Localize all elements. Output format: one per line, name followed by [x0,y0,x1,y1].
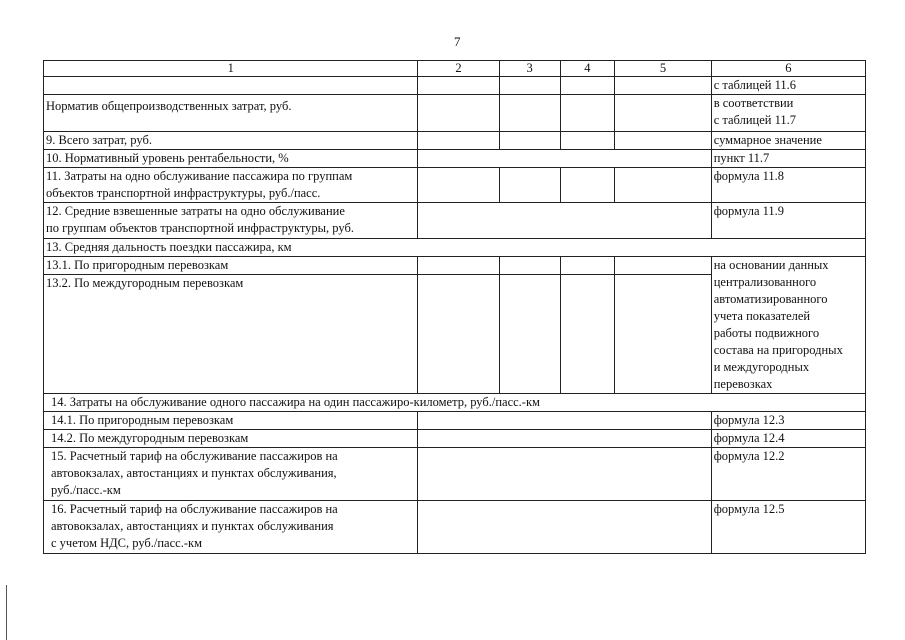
table-row [44,95,866,132]
row-source-cell: суммарное значение [711,132,865,150]
header-row [44,61,866,77]
row-label: 11. Затраты на одно обслуживание пассажира по группам объектов транспортной инфраструктуры, руб./пасс. [44,168,418,203]
table-row [44,394,866,412]
row-source-cell: на основании данных централизованного автоматизированного учета показателей работы подвижного состава на пригородных и междугородных перевозках [711,257,865,394]
header-col-2: 2 [418,61,499,77]
table-row [44,448,866,501]
row-label: 14.1. По пригородным перевозкам [44,412,418,430]
header-col-3: 3 [499,61,560,77]
table-row [44,150,866,168]
row-source-cell: формула 12.4 [711,430,865,448]
row-source-cell: пункт 11.7 [711,150,865,168]
row-label: 10. Нормативный уровень рентабельности, % [44,150,418,168]
row-source-cell: формула 11.8 [711,168,865,203]
row-source-cell: в соответствии с таблицей 11.7 [711,95,865,132]
row-source-cell: формула 12.5 [711,501,865,554]
table-row [44,239,866,257]
row-source-cell: формула 12.3 [711,412,865,430]
row-label: 9. Всего затрат, руб. [44,132,418,150]
row-label: 14.2. По междугородным перевозкам [44,430,418,448]
tariff-calculation-table [43,60,866,554]
table-row [44,168,866,203]
row-source-cell: формула 11.9 [711,203,865,239]
row-label: 14. Затраты на обслуживание одного пассажира на один пассажиро-километр, руб./пасс.-км [44,394,866,412]
table-row [44,501,866,554]
table-row [44,257,866,275]
table-row [44,412,866,430]
header-col-4: 4 [560,61,615,77]
table-row [44,430,866,448]
page-edge-line [6,585,7,640]
table-row [44,77,866,95]
page-number: 7 [454,34,461,49]
table-row [44,132,866,150]
header-col-1: 1 [44,61,418,77]
row-label: Норматив общепроизводственных затрат, руб. [44,95,418,132]
header-col-6: 6 [711,61,865,77]
row-label: 13.1. По пригородным перевозкам [44,257,418,275]
row-label: 13.2. По междугородным перевозкам [44,275,418,394]
row-label: 12. Средние взвешенные затраты на одно обслуживание по группам объектов транспортной инфраструктуры, руб. [44,203,418,239]
table-row [44,203,866,239]
row-label: 15. Расчетный тариф на обслуживание пассажиров на автовокзалах, автостанциях и пунктах обслуживания, руб./пасс.-км [44,448,418,501]
row-source-cell: с таблицей 11.6 [711,77,865,95]
row-source-cell: формула 12.2 [711,448,865,501]
row-label: 16. Расчетный тариф на обслуживание пассажиров на автовокзалах, автостанциях и пунктах обслуживания с учетом НДС, руб./пасс.-км [44,501,418,554]
header-col-5: 5 [615,61,711,77]
row-label: 13. Средняя дальность поездки пассажира, км [44,239,866,257]
